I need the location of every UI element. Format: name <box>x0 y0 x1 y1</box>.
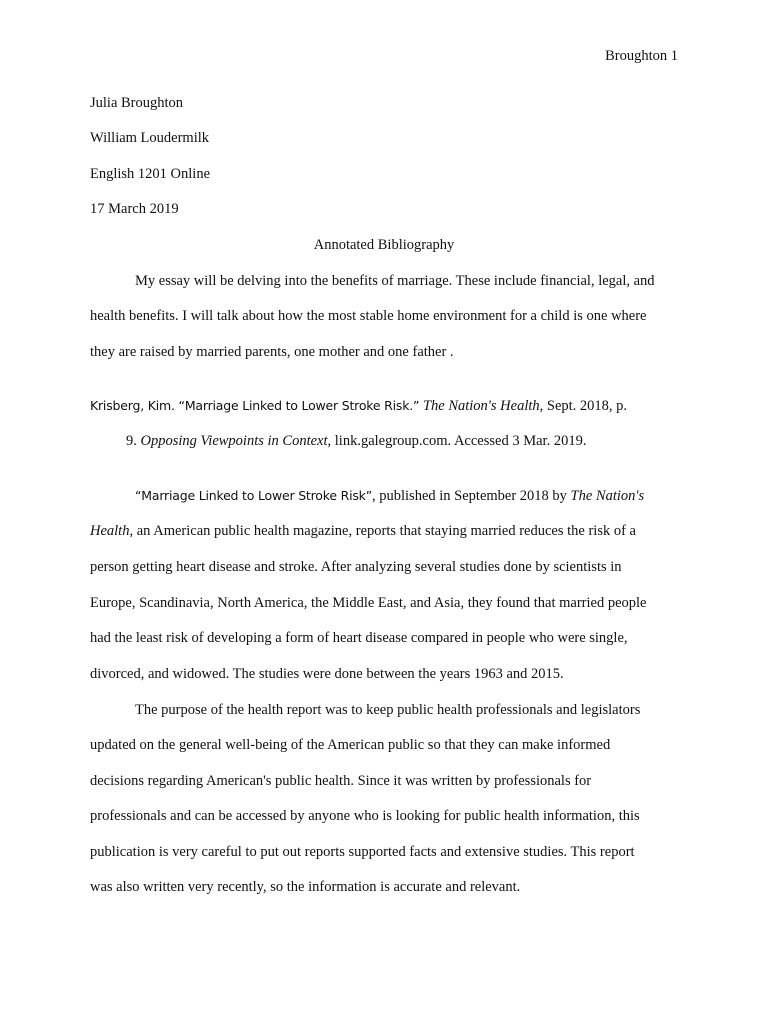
annotation-article-quote: “Marriage Linked to Lower Stroke Risk” <box>135 488 372 503</box>
intro-line-1: My essay will be delving into the benefits of marriage. These include financial, legal, and <box>135 273 655 289</box>
annotation-p1-line-3: person getting heart disease and stroke. After analyzing several studies done by scientists in <box>90 559 622 575</box>
citation-article-title: “Marriage Linked to Lower Stroke Risk.” <box>178 398 420 413</box>
course-name: English 1201 Online <box>90 166 211 182</box>
annotation-p2-line-3: decisions regarding American's public health. Since it was written by professionals for <box>90 773 592 789</box>
intro-line-2: health benefits. I will talk about how the most stable home environment for a child is one where <box>90 308 647 324</box>
student-name: Julia Broughton <box>90 95 184 111</box>
running-head: Broughton 1 <box>605 48 678 64</box>
citation-details: , Sept. 2018, p. <box>539 398 628 414</box>
citation-author: Krisberg, Kim. <box>90 398 179 413</box>
annotation-journal-part2: Health <box>90 523 130 539</box>
annotation-p1-l1-rest: , published in September 2018 by <box>372 488 571 504</box>
citation-line-1 <box>90 397 627 415</box>
citation-database: Opposing Viewpoints in Context <box>140 433 328 449</box>
page-title: Annotated Bibliography <box>313 237 455 253</box>
annotation-p1-line-1 <box>135 487 644 505</box>
annotation-journal-part1: The Nation's <box>570 488 645 504</box>
essay-date: 17 March 2019 <box>90 201 179 217</box>
citation-line-2 <box>126 432 586 450</box>
citation-access: , link.galegroup.com. Accessed 3 Mar. 2019. <box>327 433 587 449</box>
annotation-p2-line-5: publication is very careful to put out reports supported facts and extensive studies. This report <box>90 844 635 860</box>
citation-journal: The Nation's Health <box>422 398 540 414</box>
annotation-p2-line-2: updated on the general well-being of the American public so that they can make informed <box>90 737 611 753</box>
annotation-p1-line-5: had the least risk of developing a form of heart disease compared in people who were single, <box>90 630 628 646</box>
instructor-name: William Loudermilk <box>90 130 210 146</box>
annotation-p1-l2-rest: , an American public health magazine, reports that staying married reduces the risk of a <box>129 523 636 539</box>
annotation-p2-line-1: The purpose of the health report was to keep public health professionals and legislators <box>135 702 641 718</box>
annotation-p1-line-6: divorced, and widowed. The studies were done between the years 1963 and 2015. <box>90 666 564 682</box>
citation-page: 9. <box>126 433 141 449</box>
intro-line-3: they are raised by married parents, one mother and one father . <box>90 344 454 360</box>
annotation-p2-line-4: professionals and can be accessed by anyone who is looking for public health information, this <box>90 808 640 824</box>
annotation-p2-line-6: was also written very recently, so the information is accurate and relevant. <box>90 879 521 895</box>
annotation-p1-line-2 <box>90 522 636 540</box>
annotation-p1-line-4: Europe, Scandinavia, North America, the Middle East, and Asia, they found that married people <box>90 595 647 611</box>
